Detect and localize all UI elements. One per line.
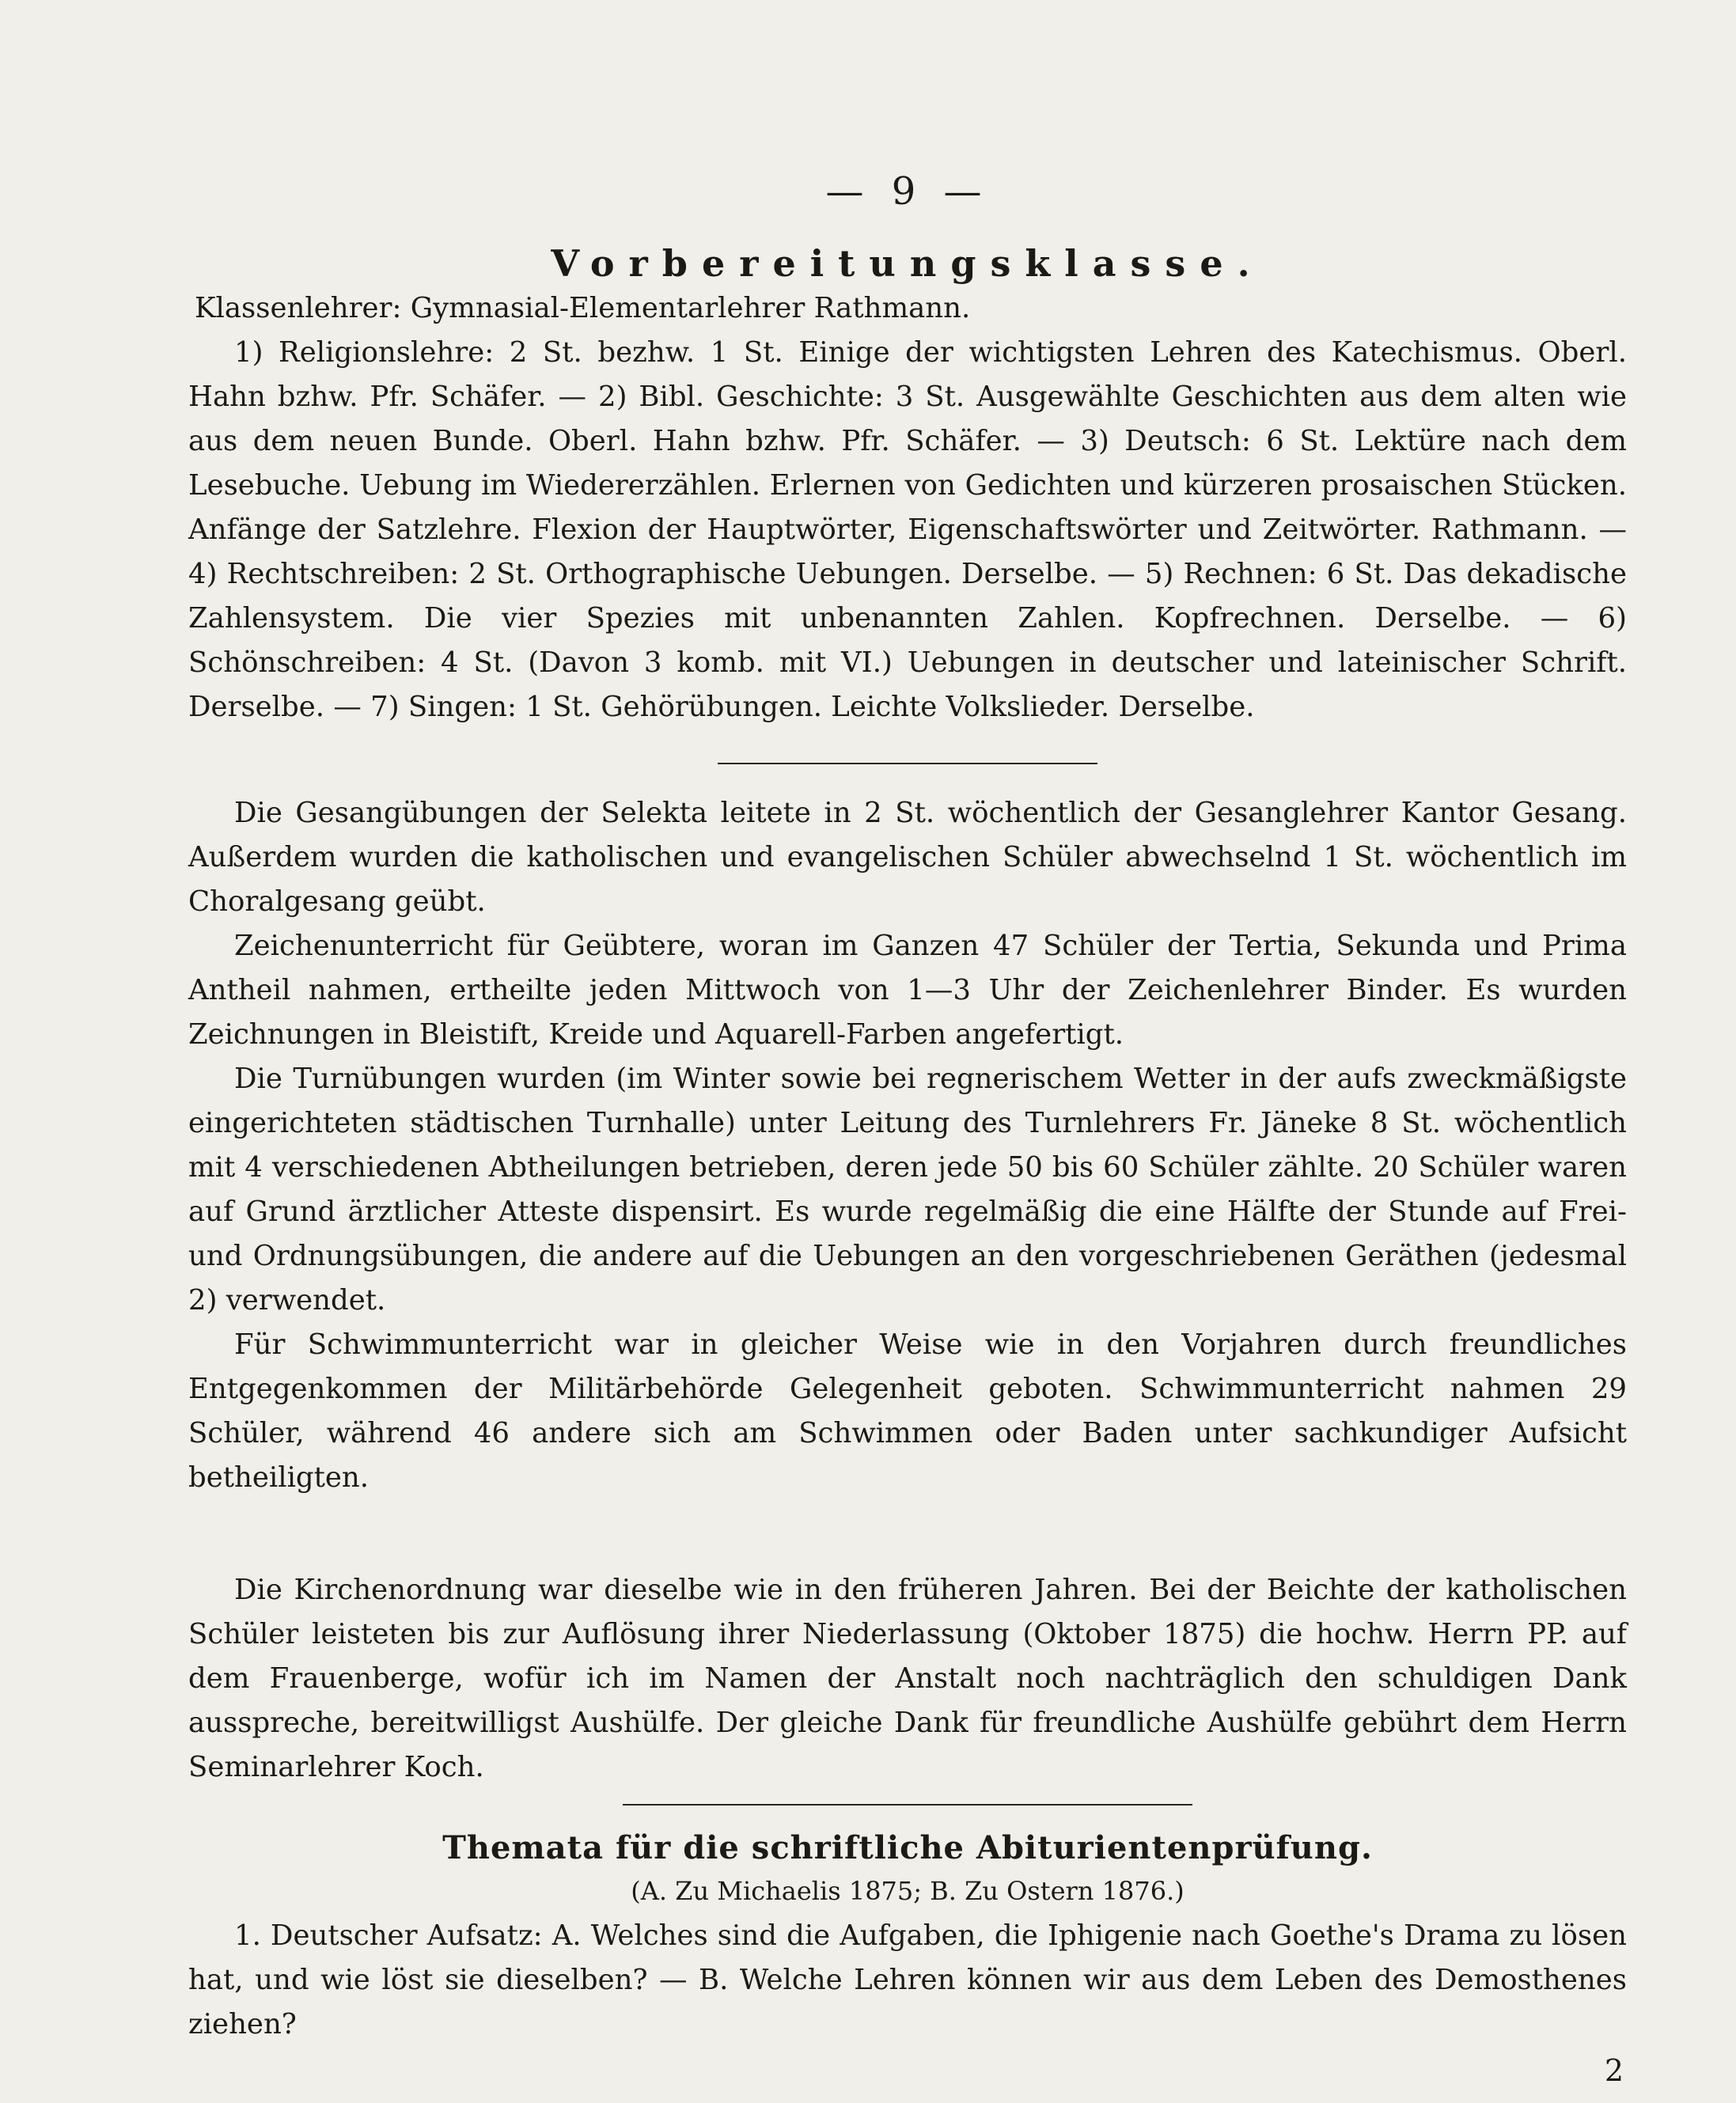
singing-paragraph: Die Gesangübungen der Selekta leitete in 2 St. wöchentlich der Gesanglehrer Kantor Gesang. Außerdem wurden die katholischen und evangelischen Schüler abwechselnd 1 St. wöchentlich im Choralgesang geübt. xyxy=(188,797,1627,918)
class-teacher-line: Klassenlehrer: Gymnasial-Elementarlehrer Rathmann. xyxy=(195,292,971,324)
signature-mark: 2 xyxy=(1604,2053,1624,2088)
curriculum-paragraph: 1) Religionslehre: 2 St. bezhw. 1 St. Einige der wichtigsten Lehren des Katechismus. Oberl. Hahn bzhw. Pfr. Schäfer. — 2) Bibl. Geschichte: 3 St. Ausgewählte Geschichten aus dem alten wie aus dem neuen Bunde. Oberl. Hahn bzhw. Pfr. Schäfer. — 3) Deutsch: 6 St. Lektüre nach dem Lesebuche. Uebung im Wiedererzählen. Erlernen von Gedichten und kürzeren prosaischen Stücken. Anfänge der Satzlehre. Flexion der Hauptwörter, Eigenschaftswörter und Zeitwörter. Rathmann. — 4) Rechtschreiben: 2 St. Orthographische Uebungen. Derselbe. — 5) Rechnen: 6 St. Das dekadische Zahlensystem. Die vier Spezies mit unbenannten Zahlen. Kopfrechnen. Derselbe. — 6) Schönschreiben: 4 St. (Davon 3 komb. mit VI.) Uebungen in deutscher und lateinischer Schrift. Derselbe. — 7) Singen: 1 St. Gehörübungen. Leichte Volkslieder. Derselbe. xyxy=(188,336,1627,723)
section-divider xyxy=(718,763,1097,764)
drawing-paragraph: Zeichenunterricht für Geübtere, woran im Ganzen 47 Schüler der Tertia, Sekunda und Prima Antheil nahmen, ertheilte jeden Mittwoch von 1—3 Uhr der Zeichenlehrer Binder. Es wurden Zeichnungen in Bleistift, Kreide und Aquarell-Farben angefertigt. xyxy=(188,930,1627,1051)
paragraph-gap xyxy=(188,1500,1627,1568)
exam-title: Themata für die schriftliche Abiturientenprüfung. xyxy=(442,1829,1373,1866)
document-page xyxy=(188,158,1627,2088)
swimming-paragraph: Für Schwimmunterricht war in gleicher Weise wie in den Vorjahren durch freundliches Entgegenkommen der Militärbehörde Gelegenheit geboten. Schwimmunterricht nahmen 29 Schüler, während 46 andere sich am Schwimmen oder Baden unter sachkundiger Aufsicht betheiligten. xyxy=(188,1328,1627,1494)
page-number: — 9 — xyxy=(825,169,990,214)
church-paragraph: Die Kirchenordnung war dieselbe wie in den früheren Jahren. Bei der Beichte der katholischen Schüler leisteten bis zur Auflösung ihrer Niederlassung (Oktober 1875) die hochw. Herrn PP. auf dem Frauenberge, wofür ich im Namen der Anstalt noch nachträglich den schuldigen Dank ausspreche, bereitwilligst Aushülfe. Der gleiche Dank für freundliche Aushülfe gebührt dem Herrn Seminarlehrer Koch. xyxy=(188,1574,1627,1783)
gymnastics-paragraph: Die Turnübungen wurden (im Winter sowie bei regnerischem Wetter in der aufs zweckmäßigste eingerichteten städtischen Turnhalle) unter Leitung des Turnlehrers Fr. Jäneke 8 St. wöchentlich mit 4 verschiedenen Abtheilungen betrieben, deren jede 50 bis 60 Schüler zählte. 20 Schüler waren auf Grund ärztlicher Atteste dispensirt. Es wurde regelmäßig die eine Hälfte der Stunde auf Frei- und Ordnungsübungen, die andere auf die Uebungen an den vorgeschriebenen Geräthen (jedesmal 2) verwendet. xyxy=(188,1063,1627,1317)
section-heading: Vorbereitungsklasse. xyxy=(551,242,1264,285)
exam-subtitle: (A. Zu Michaelis 1875; B. Zu Ostern 1876.) xyxy=(631,1876,1184,1906)
exam-item-1: 1. Deutscher Aufsatz: A. Welches sind die Aufgaben, die Iphigenie nach Goethe's Drama zu lösen hat, und wie löst sie dieselben? — B. Welche Lehren können wir aus dem Leben des Demosthenes ziehen? xyxy=(188,1919,1627,2040)
section-divider-2 xyxy=(623,1804,1192,1806)
